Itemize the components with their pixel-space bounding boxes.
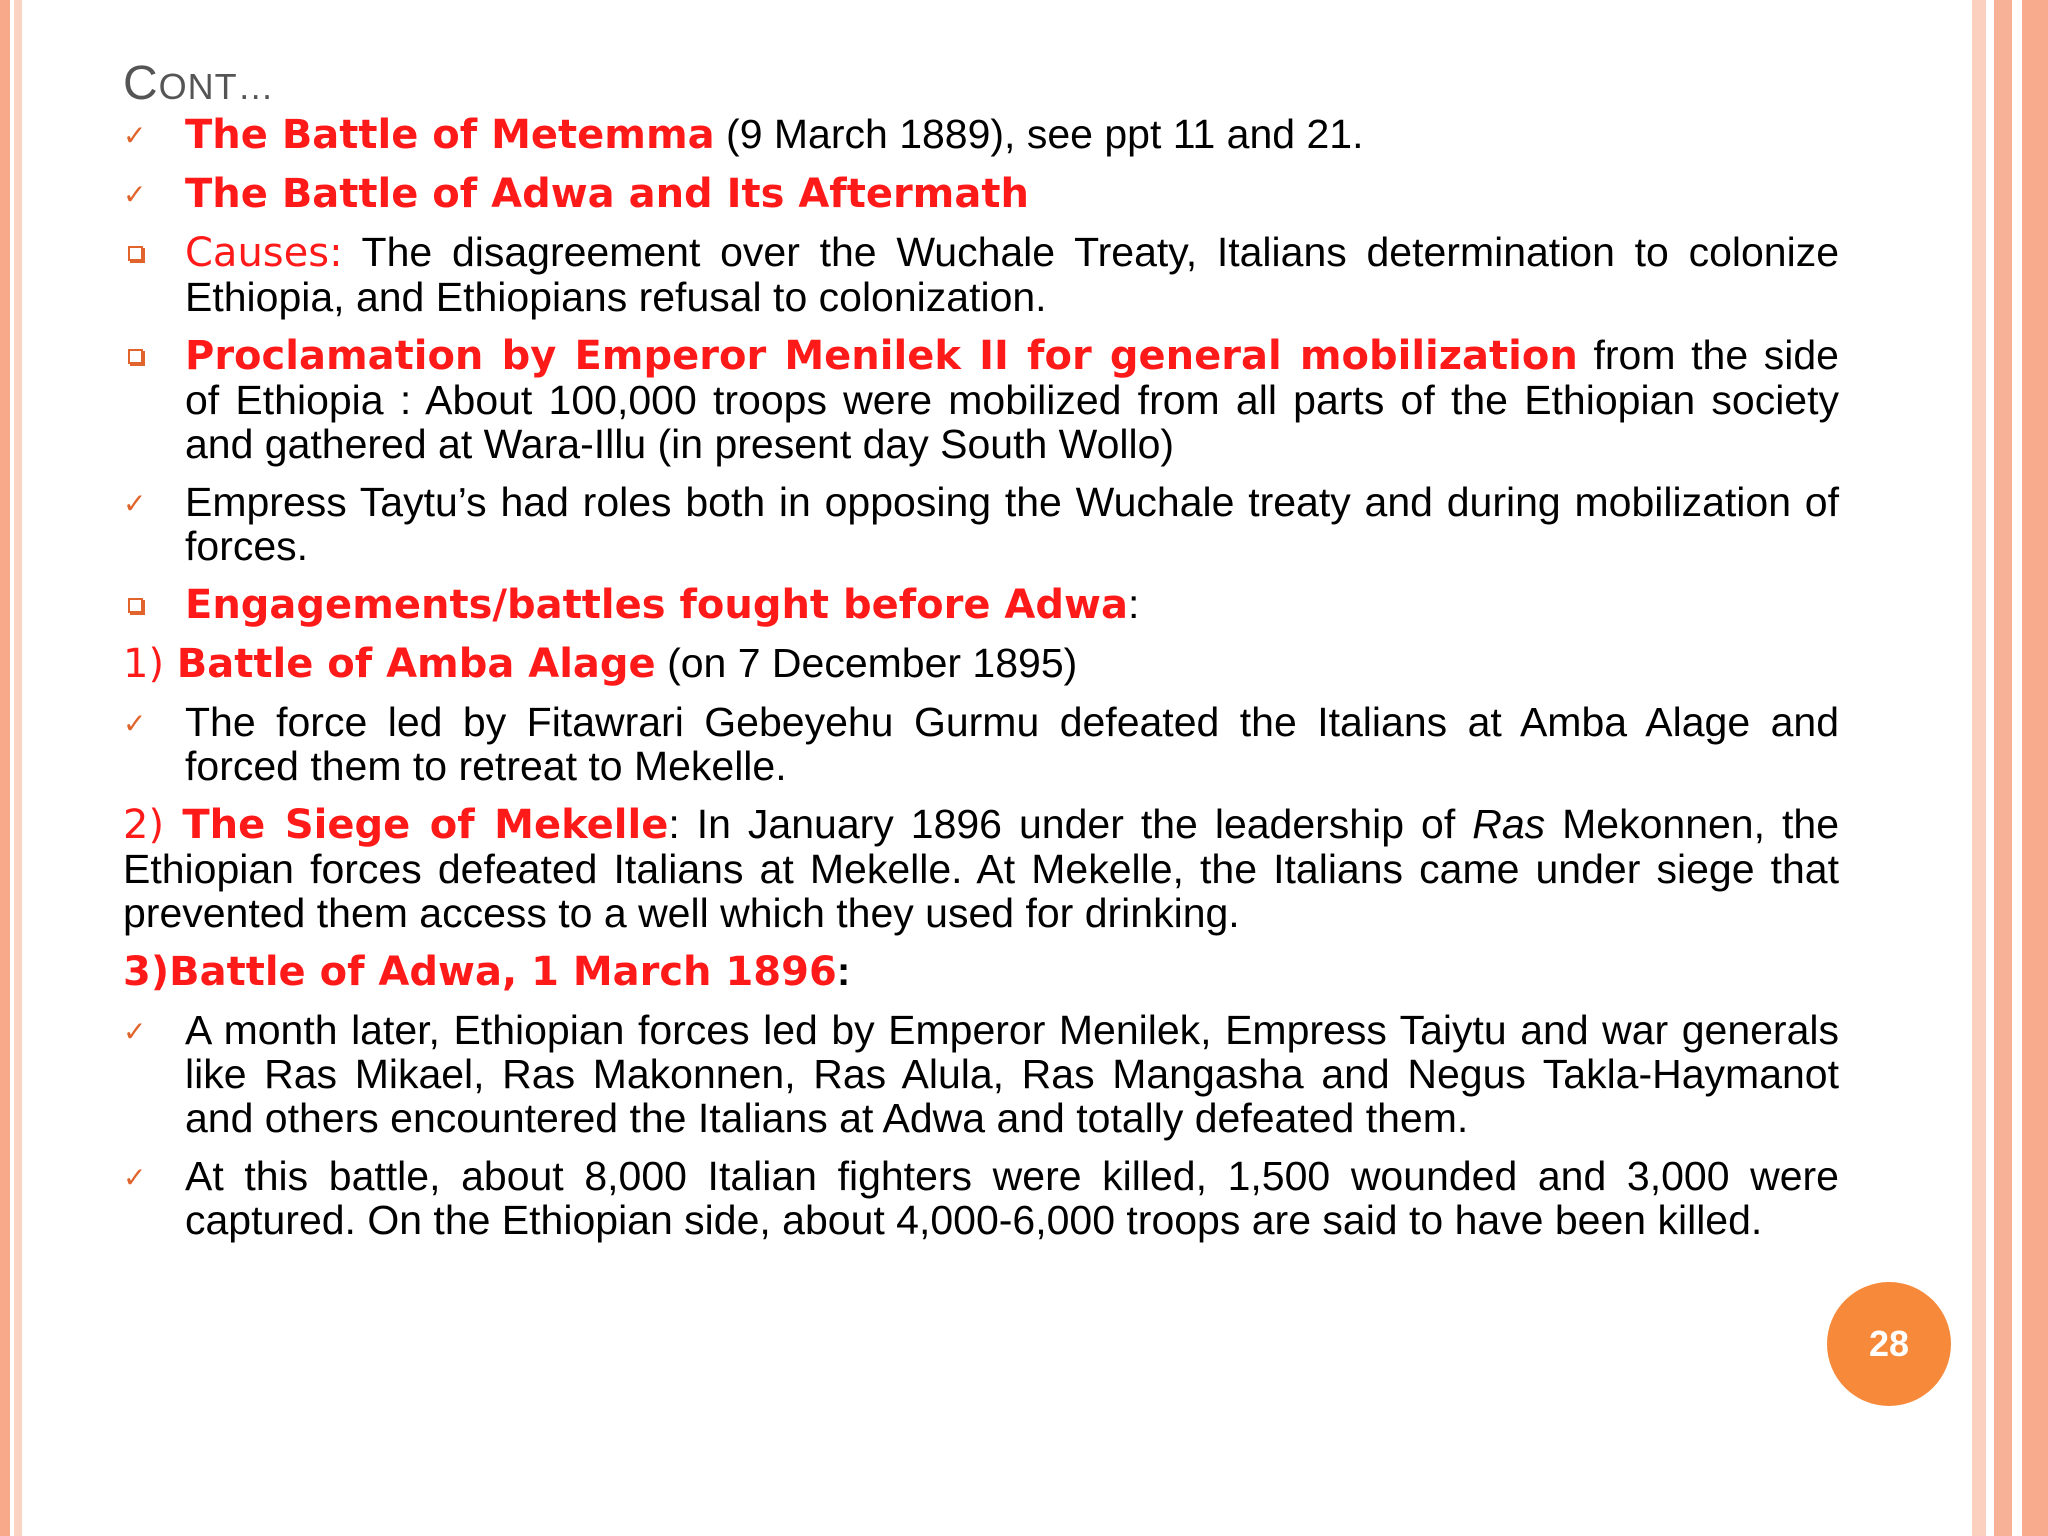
list-item: ✓ The Battle of Adwa and Its Aftermath [123, 171, 1029, 217]
slide-title: CONT… [123, 57, 275, 110]
list-item: 1) Battle of Amba Alage (on 7 December 1895) [123, 640, 1078, 687]
list-item: ✓ A month later, Ethiopian forces led by Emperor Menilek, Empress Taiytu and war generals like Ras Mikael, Ras Makonnen, Ras Alula, Ras Mangasha and Negus Takla-Haymanot and others encountered the Italians at Adwa and totally defeated them. [123, 1007, 1839, 1141]
list-item: ✓ The force led by Fitawrari Gebeyehu Gurmu defeated the Italians at Amba Alage and forced them to retreat to Mekelle. [123, 699, 1839, 789]
list-item: ✓ At this battle, about 8,000 Italian fighters were killed, 1,500 wounded and 3,000 were captured. On the Ethiopian side, about 4,000-6,000 troops are said to have been killed. [123, 1153, 1839, 1243]
list-item: 2) The Siege of Mekelle: In January 1896 under the leadership of Ras Mekonnen, the Ethiopian forces defeated Italians at Mekelle. At Mekelle, the Italians came under siege that prevented them access to a well which they used for drinking. [123, 801, 1839, 936]
check-icon: ✓ [123, 1162, 147, 1193]
list-item: ✓ The Battle of Metemma (9 March 1889), see ppt 11 and 21. [123, 111, 1364, 158]
right-border-decoration [1966, 0, 2048, 1536]
square-bullet-icon [128, 598, 143, 613]
slide-body [123, 112, 1839, 1256]
list-item: Proclamation by Emperor Menilek II for general mobilization from the side of Ethiopia : About 100,000 troops were mobilized from all parts of the Ethiopian society and gathered at Wara-Illu (in present day South Wollo) [123, 333, 1839, 466]
list-item: Causes: The disagreement over the Wuchale Treaty, Italians determination to colonize Ethiopia, and Ethiopians refusal to colonization. [123, 230, 1839, 319]
page-number-badge: 28 [1827, 1282, 1951, 1406]
left-border-decoration [0, 0, 22, 1536]
check-icon: ✓ [123, 488, 147, 519]
list-item: ✓ Empress Taytu’s had roles both in opposing the Wuchale treaty and during mobilization of forces. [123, 479, 1839, 569]
square-bullet-icon [128, 349, 143, 364]
check-icon: ✓ [123, 120, 147, 151]
square-bullet-icon [128, 246, 143, 261]
list-item: Engagements/battles fought before Adwa: [123, 582, 1839, 627]
check-icon: ✓ [123, 179, 147, 210]
check-icon: ✓ [123, 1016, 147, 1047]
check-icon: ✓ [123, 708, 147, 739]
list-item: 3)Battle of Adwa, 1 March 1896: [123, 948, 851, 995]
